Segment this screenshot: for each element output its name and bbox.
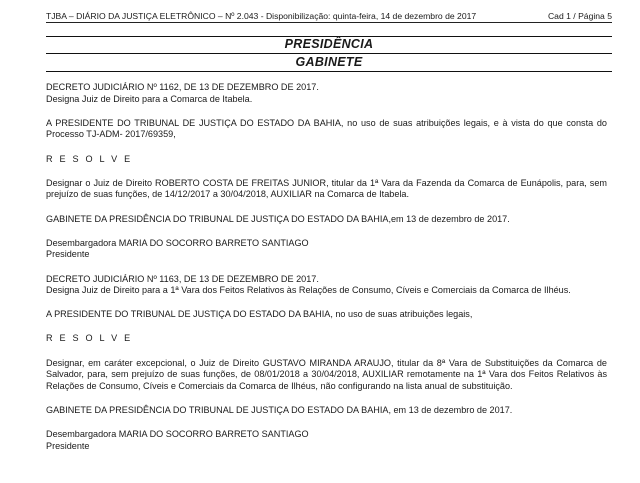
decree-1162 — [46, 82, 607, 261]
resolve-heading: R E S O L V E — [46, 333, 133, 344]
section-rule-bottom — [46, 71, 612, 72]
decree-1163 — [46, 274, 607, 453]
signatory-role: Presidente — [46, 249, 90, 260]
decree-preamble: A PRESIDENTE DO TRIBUNAL DE JUSTIÇA DO ESTADO DA BAHIA, no uso de suas atribuições legais, — [46, 309, 473, 320]
decree-closing: GABINETE DA PRESIDÊNCIA DO TRIBUNAL DE JUSTIÇA DO ESTADO DA BAHIA, em 13 de dezembro de 2017. — [46, 405, 513, 416]
decree-preamble: A PRESIDENTE DO TRIBUNAL DE JUSTIÇA DO ESTADO DA BAHIA, no uso de suas atribuições legais, e à vista do que consta do Processo TJ-ADM- 2017/69359, — [46, 117, 607, 140]
decree-body: Designar, em caráter excepcional, o Juiz de Direito GUSTAVO MIRANDA ARAUJO, titular da 8ª Vara de Substituições da Comarca de Salvador, para, sem prejuízo de suas funções, de 08/01/2018 a 30/04/2018, AUXILIAR remotamente na 1ª Vara dos Feitos Relativos às Relações de Consumo, Cíveis e Comerciais da Comarca de Ilhéus, não configurando na lista anual de substituição. — [46, 357, 607, 391]
signatory-name: Desembargadora MARIA DO SOCORRO BARRETO SANTIAGO — [46, 237, 309, 248]
document-body — [46, 82, 607, 452]
decree-closing: GABINETE DA PRESIDÊNCIA DO TRIBUNAL DE JUSTIÇA DO ESTADO DA BAHIA,em 13 de dezembro de 2017. — [46, 213, 510, 224]
signatory-name: Desembargadora MARIA DO SOCORRO BARRETO SANTIAGO — [46, 429, 309, 440]
running-header — [46, 9, 612, 23]
header-rule — [46, 22, 612, 23]
signatory-role: Presidente — [46, 440, 90, 451]
section-title: PRESIDÊNCIA — [284, 37, 374, 51]
decree-summary: Designa Juiz de Direito para a Comarca de Itabela. — [46, 93, 253, 104]
section-subtitle: GABINETE — [295, 55, 363, 69]
resolve-heading: R E S O L V E — [46, 153, 133, 164]
header-publication: TJBA – DIÁRIO DA JUSTIÇA ELETRÔNICO – Nº 2.043 - Disponibilização: quinta-feira, 14 de dezembro de 2017 — [46, 11, 477, 21]
decree-title: DECRETO JUDICIÁRIO Nº 1162, DE 13 DE DEZEMBRO DE 2017. — [46, 82, 319, 92]
decree-body: Designar o Juiz de Direito ROBERTO COSTA DE FREITAS JUNIOR, titular da 1ª Vara da Fazenda da Comarca de Eunápolis, para, sem prejuízo de suas funções, de 14/12/2017 a 30/04/2018, AUXILIAR na Comarca de Itabela. — [46, 177, 607, 200]
decree-title: DECRETO JUDICIÁRIO Nº 1163, DE 13 DE DEZEMBRO DE 2017. — [46, 273, 319, 284]
header-page-number: Cad 1 / Página 5 — [547, 11, 612, 21]
decree-summary: Designa Juiz de Direito para a 1ª Vara dos Feitos Relativos às Relações de Consumo, Cíveis e Comerciais da Comarca de Ilhéus. — [46, 285, 571, 296]
